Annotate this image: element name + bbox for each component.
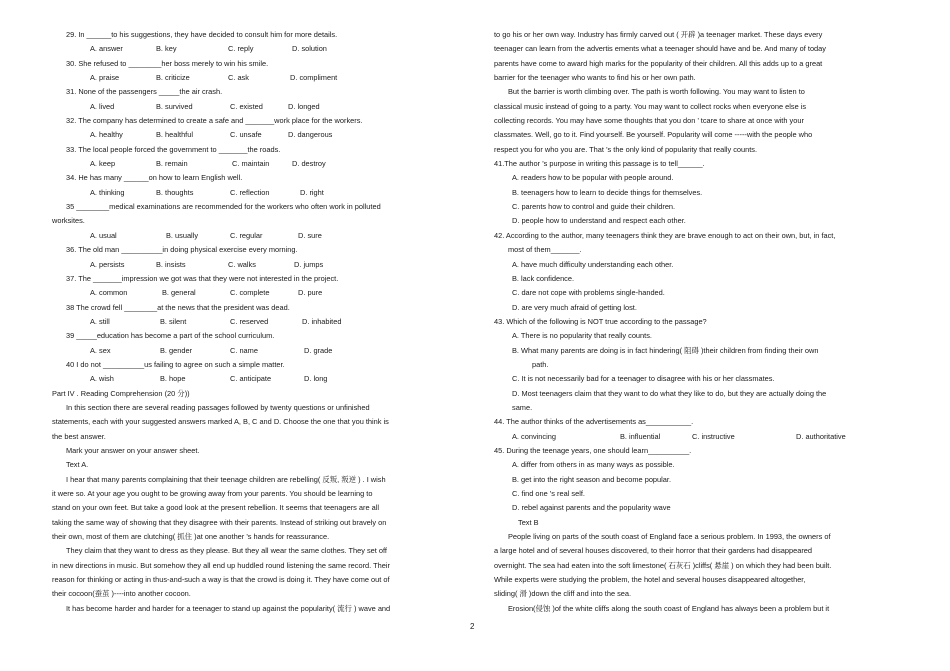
passage-line: it were so. At your age you ought to be growing away from your parents. You should be learning to (52, 489, 373, 498)
option-c: C. complete (230, 288, 270, 298)
passage-line: Erosion(侵蚀 )of the white cliffs along the south coast of England has always been a problem but it (508, 603, 830, 613)
option-b: B. usually (166, 230, 199, 240)
options-40 (52, 372, 462, 386)
left-column (52, 28, 462, 616)
passage-line: in new directions in music. But somehow they all end up huddled round listening the same record. Their (52, 560, 390, 570)
passage-line: stand on your own feet. But take a good look at the present rebellion. It seems that teenagers are all (52, 503, 380, 513)
passage-line: classmates. Well, go to it. Find yourself. Be yourself. Popularity will come -----with the people who (494, 130, 813, 140)
option-a: A. sex (90, 345, 111, 355)
option-b: B. gender (160, 345, 193, 355)
passage-line: barrier for the teenager who wants to find his or her own path. (494, 73, 696, 83)
option-b: B. insists (156, 259, 186, 269)
options-30 (52, 71, 462, 85)
question-32: 32. The company has determined to create a safe and _______work place for the workers. (66, 116, 363, 126)
option-c: C. maintain (232, 159, 270, 169)
option-b: B. general (162, 288, 196, 298)
section-heading: Part IV . Reading Comprehension (20 分)) (52, 388, 190, 398)
options-32 (52, 128, 462, 142)
passage-line: their own, most of them are clutching( 抓住 )at one another ’s hands for reassurance. (52, 532, 330, 542)
passage-line: sliding( 滑 )down the cliff and into the sea. (494, 589, 632, 599)
option-a: A. praise (90, 73, 120, 83)
passage-line: respect you for who you are. That ’s the only kind of popularity that really counts. (494, 144, 758, 154)
right-column (494, 28, 900, 616)
option-d: D. rebel against parents and the popularity wave (512, 503, 671, 513)
option-c: C. ask (228, 73, 249, 83)
option-c: C. reflection (230, 187, 270, 197)
option-d: D. pure (298, 288, 323, 298)
passage-line: parents have come to award high marks for the popularity of their children. All this adds up to a great (494, 58, 823, 68)
option-b: B. key (156, 44, 177, 54)
passage-line: classical music instead of going to a party. You may want to collect rocks when everyone else is (494, 101, 807, 111)
option-b: B. get into the right season and become popular. (512, 474, 672, 484)
option-d: D. inhabited (302, 316, 342, 326)
option-b: B. remain (156, 159, 188, 169)
option-c: C. anticipate (230, 374, 272, 384)
passage-line: reason for thinking or acting in thus-and-such a way is that the crowd is doing it. They have come out of (52, 575, 390, 585)
options-33 (52, 157, 462, 171)
option-c: C. find one ’s real self. (512, 489, 585, 498)
question-35: 35 ________medical examinations are recommended for the workers who often work in polluted (66, 202, 381, 212)
passage-line: taking the same way of showing that they disagree with their parents. Instead of striking out bravely on (52, 517, 387, 527)
option-a: A. healthy (90, 130, 123, 140)
instructions-line: In this section there are several reading passages followed by twenty questions or unfinished (66, 402, 370, 412)
question-39: 39 _____education has become a part of the school curriculum. (66, 331, 275, 341)
question-36: 36. The old man __________in doing physical exercise every morning. (66, 245, 298, 255)
option-a: A. convincing (512, 431, 556, 441)
options-34 (52, 186, 462, 200)
option-d: D. right (300, 187, 324, 197)
option-b: B. thoughts (156, 187, 194, 197)
options-31 (52, 100, 462, 114)
instructions-line: statements, each with your suggested answers marked A, B, C and D. Choose the one that you think is (52, 417, 389, 427)
option-d: D. dangerous (288, 130, 333, 140)
option-b: B. survived (156, 101, 193, 111)
passage-line: I hear that many parents complaining that their teenage children are rebelling( 反叛, 叛逆 ) . I wish (66, 474, 386, 484)
passage-line: overnight. The sea had eaten into the soft limestone( 石灰石 )cliffs( 悬崖 ) on which they had been built. (494, 560, 832, 570)
option-a: A. differ from others in as many ways as possible. (512, 460, 675, 470)
option-d: D. compliment (290, 73, 338, 83)
option-c: C. unsafe (230, 130, 262, 140)
option-d: D. are very much afraid of getting lost. (512, 302, 637, 312)
passage-line: collecting records. You may have some thoughts that you don ’ tcare to share at once with your (494, 116, 804, 126)
option-c: C. reserved (230, 316, 269, 326)
text-b-heading: Text B (518, 517, 539, 527)
option-b: B. lack confidence. (512, 273, 575, 283)
question-34: 34. He has many ______on how to learn English well. (66, 173, 243, 183)
passage-line: They claim that they want to dress as they please. But they all wear the same clothes. They set off (66, 546, 387, 556)
option-b: B. criticize (156, 73, 190, 83)
option-b: B. hope (160, 374, 186, 384)
options-39 (52, 344, 462, 358)
option-d: D. sure (298, 230, 322, 240)
option-a: A. have much difficulty understanding each other. (512, 259, 674, 269)
option-b: B. teenagers how to learn to decide things for themselves. (512, 187, 703, 197)
instructions-line: the best answer. (52, 431, 106, 441)
option-c: C. dare not cope with problems single-handed. (512, 288, 665, 298)
question-44: 44. The author thinks of the advertisements as___________. (494, 417, 694, 427)
question-45: 45. During the teenage years, one should learn__________. (494, 445, 692, 455)
options-35 (52, 229, 462, 243)
option-a: A. thinking (90, 187, 125, 197)
question-43: 43. Which of the following is NOT true according to the passage? (494, 316, 707, 326)
option-a: A. usual (90, 230, 117, 240)
option-c: C. It is not necessarily bad for a teenager to disagree with his or her classmates. (512, 374, 775, 384)
answer-sheet-note: Mark your answer on your answer sheet. (66, 445, 200, 455)
option-d: D. Most teenagers claim that they want to do what they like to do, but they are actually doing the (512, 388, 827, 398)
option-d: D. people how to understand and respect each other. (512, 216, 686, 226)
question-29: 29. In ______to his suggestions, they have decided to consult him for more details. (66, 30, 338, 39)
question-40: 40 I do not __________us failing to agree on such a simple matter. (66, 359, 285, 369)
option-a: A. answer (90, 44, 123, 54)
question-42: 42. According to the author, many teenagers think they are brave enough to act on their own, but, in fact, (494, 230, 836, 240)
option-a: A. still (90, 316, 110, 326)
option-b: B. silent (160, 316, 187, 326)
option-d: D. authoritative (796, 431, 846, 441)
option-a: A. keep (90, 159, 116, 169)
options-29 (52, 42, 462, 56)
option-c: C. regular (230, 230, 263, 240)
option-c: C. name (230, 345, 258, 355)
option-d: D. grade (304, 345, 333, 355)
option-d-cont: same. (512, 402, 533, 412)
passage-line: While experts were studying the problem, the hotel and several houses disappeared altogether, (494, 575, 806, 585)
option-b: B. influential (620, 431, 661, 441)
option-c: C. reply (228, 44, 254, 54)
passage-line: their cocoon(蚕茧 )----into another cocoon. (52, 589, 191, 599)
question-37: 37. The _______impression we got was that they were not interested in the project. (66, 273, 339, 283)
option-d: D. long (304, 374, 328, 384)
option-d: D. destroy (292, 159, 326, 169)
options-44 (494, 430, 900, 444)
option-d: D. longed (288, 101, 320, 111)
option-d: D. jumps (294, 259, 324, 269)
text-a-heading: Text A. (66, 460, 89, 470)
question-33: 33. The local people forced the government to _______the roads. (66, 144, 281, 154)
question-42-cont: most of them_______. (508, 245, 582, 255)
passage-line: But the barrier is worth climbing over. The path is worth following. You may want to listen to (508, 87, 805, 97)
passage-line: a large hotel and of several houses discovered, to their horror that their gardens had disappeared (494, 546, 812, 556)
page-number: 2 (470, 622, 475, 631)
passage-line: People living on parts of the south coast of England face a serious problem. In 1993, the owners of (508, 532, 831, 542)
question-38: 38 The crowd fell ________at the news that the president was dead. (66, 302, 290, 312)
options-38 (52, 315, 462, 329)
option-a: A. lived (90, 101, 115, 111)
option-d: D. solution (292, 44, 327, 54)
options-37 (52, 286, 462, 300)
option-c: C. existed (230, 101, 263, 111)
option-c: C. instructive (692, 431, 735, 441)
option-a: A. persists (90, 259, 125, 269)
options-36 (52, 258, 462, 272)
option-a: A. There is no popularity that really counts. (512, 331, 652, 341)
option-c: C. walks (228, 259, 256, 269)
option-a: A. wish (90, 374, 114, 384)
question-35-cont: worksites. (52, 216, 85, 226)
option-b: B. What many parents are doing is in fact hindering( 阻碍 )their children from finding their own (512, 345, 819, 355)
option-c: C. parents how to control and guide their children. (512, 202, 676, 212)
passage-line: to go his or her own way. Industry has firmly carved out ( 开辟 )a teenager market. These days every (494, 30, 823, 39)
question-31: 31. None of the passengers _____the air crash. (66, 87, 223, 97)
passage-line: teenager can learn from the advertis ements what a teenager should have and be. And many of today (494, 44, 826, 54)
option-a: A. readers how to be popular with people around. (512, 173, 674, 183)
question-30: 30. She refused to ________her boss merely to win his smile. (66, 58, 269, 68)
question-41: 41.The author ’s purpose in writing this passage is to tell______. (494, 159, 705, 169)
option-a: A. common (90, 288, 128, 298)
option-b: B. healthful (156, 130, 193, 140)
passage-line: It has become harder and harder for a teenager to stand up against the popularity( 流行 ) wave and (66, 603, 391, 613)
option-b-cont: path. (532, 359, 549, 369)
